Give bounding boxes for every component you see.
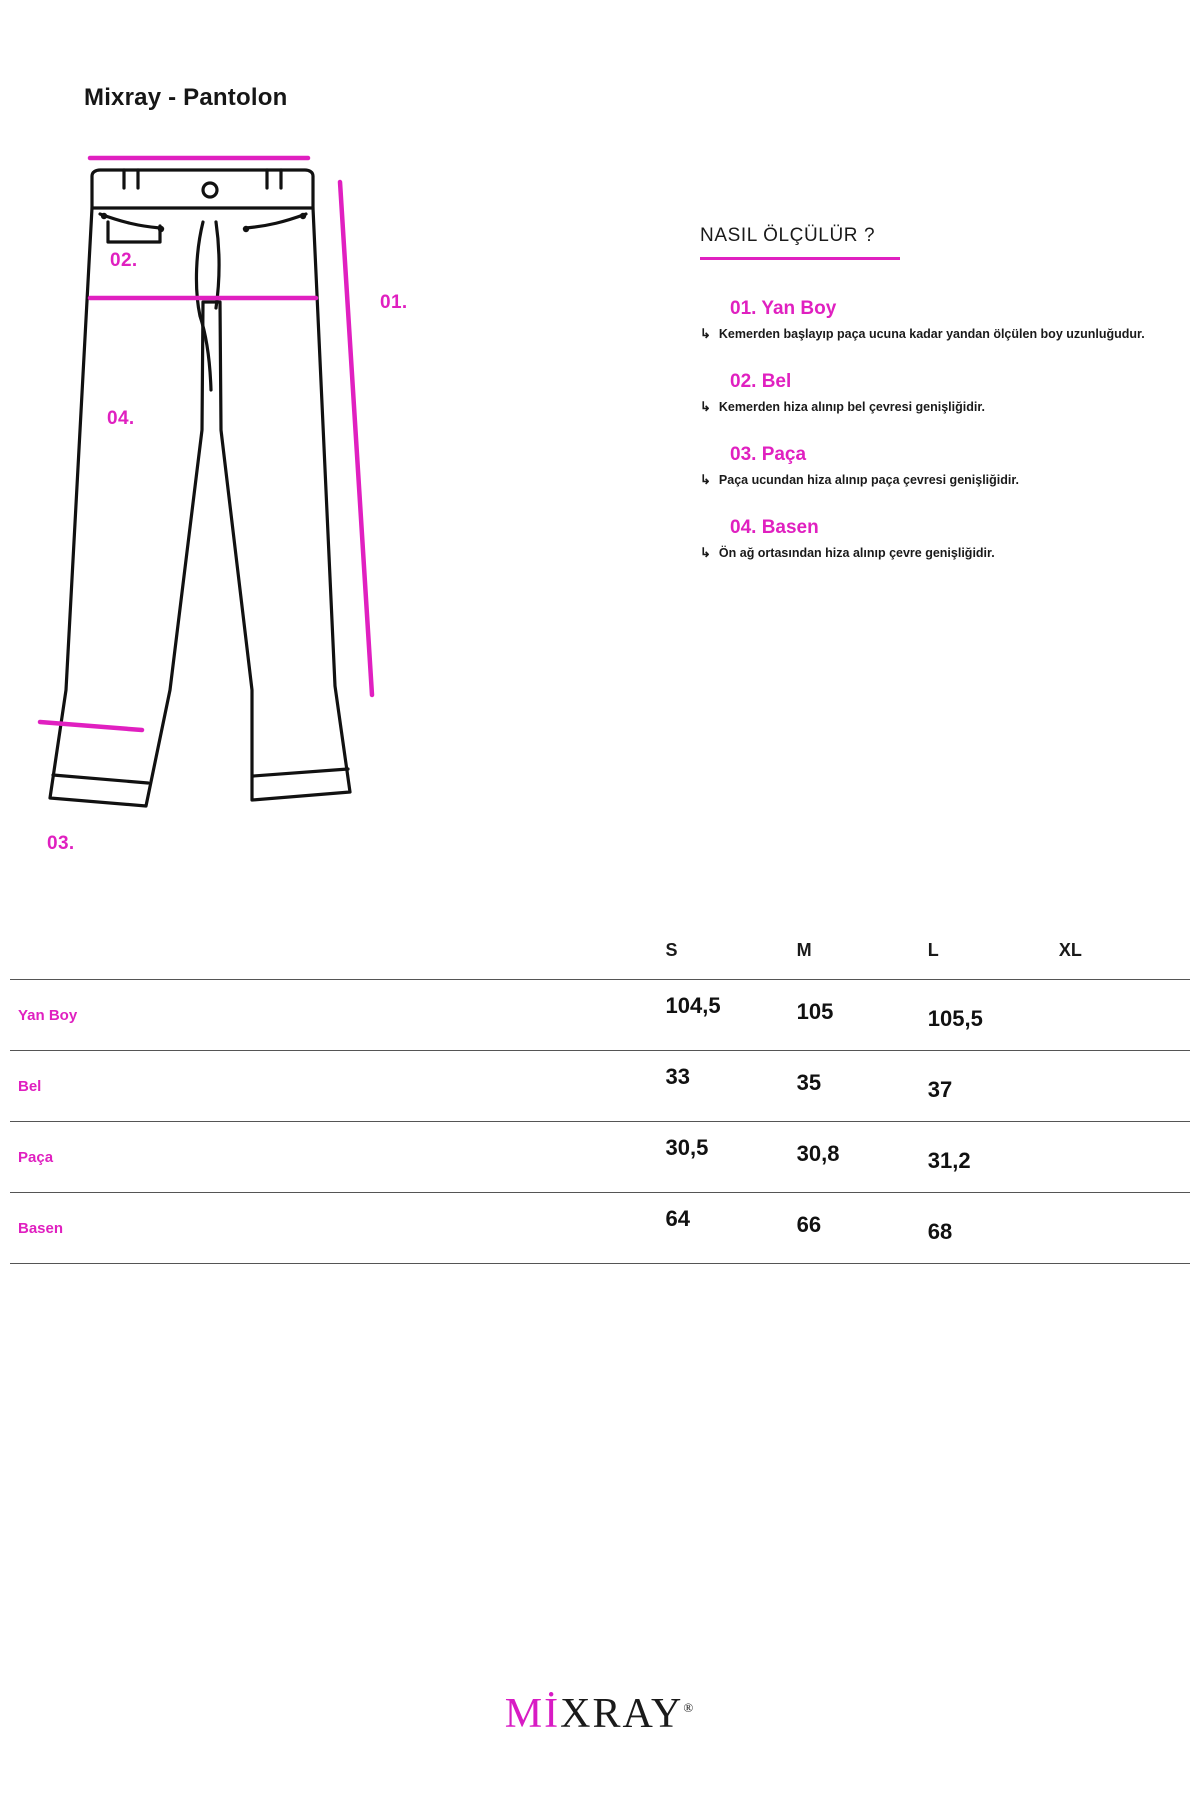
arrow-right-down-icon: ↳ (700, 471, 711, 487)
measure-item-paca (700, 444, 1170, 489)
table-header-l: L (927, 940, 939, 960)
cell-paca-m: 30,8 (796, 1141, 840, 1166)
brand-logo-registered-mark: ® (683, 1700, 696, 1715)
row-label-basen: Basen (18, 1219, 64, 1237)
arrow-right-down-icon: ↳ (700, 544, 711, 560)
cell-basen-s: 64 (665, 1206, 691, 1231)
trousers-diagram-svg (20, 130, 490, 870)
table-header-row (10, 940, 1190, 980)
table-header-s: S (665, 940, 678, 960)
row-label-bel: Bel (18, 1077, 42, 1095)
table-header-blank (10, 940, 666, 980)
measure-item-desc: Kemerden hiza alınıp bel çevresi genişliğidir. (718, 399, 985, 414)
cell-paca-xl (1059, 1132, 1190, 1203)
how-to-measure-title: NASIL ÖLÇÜLÜR ? (700, 225, 876, 246)
table-row (10, 980, 1190, 1051)
measure-item-title: 03. Paça (730, 443, 807, 465)
table-header-xl: XL (1058, 940, 1082, 960)
brand-logo-mi: Mİ (504, 1691, 561, 1737)
cell-paca-s: 30,5 (665, 1135, 709, 1160)
measure-item-yan-boy (700, 298, 1170, 343)
callout-02: 02. (110, 250, 138, 271)
cell-yan-boy-m: 105 (796, 999, 834, 1024)
trousers-measurement-illustration (20, 130, 490, 870)
size-table-wrap (10, 940, 1190, 1264)
arrow-right-down-icon: ↳ (700, 398, 711, 414)
measure-item-desc: Kemerden başlayıp paça ucuna kadar yandan ölçülen boy uzunluğudur. (718, 327, 1145, 341)
how-to-measure-underline (700, 257, 900, 260)
cell-paca-l: 31,2 (927, 1148, 971, 1173)
measure-item-title: 02. Bel (730, 370, 792, 392)
how-to-measure-panel (700, 225, 1170, 590)
arrow-right-down-icon: ↳ (700, 326, 711, 341)
brand-logo (0, 1690, 1200, 1738)
callout-04: 04. (107, 408, 135, 429)
cell-bel-l: 37 (927, 1077, 953, 1102)
table-row (10, 1122, 1190, 1193)
brand-logo-x: X (560, 1691, 593, 1737)
cell-basen-l: 68 (927, 1219, 953, 1244)
measure-item-desc: Paça ucundan hiza alınıp paça çevresi genişliğidir. (718, 472, 1020, 487)
measure-item-desc-row (700, 399, 1170, 416)
cell-yan-boy-xl (1059, 990, 1190, 1061)
size-table (10, 940, 1190, 1264)
table-row (10, 1193, 1190, 1264)
cell-bel-xl (1059, 1061, 1190, 1132)
size-table-body (10, 980, 1190, 1264)
measure-item-title: 01. Yan Boy (730, 298, 837, 319)
measure-item-title: 04. Basen (730, 516, 819, 538)
cell-basen-m: 66 (796, 1212, 822, 1237)
measure-item-desc-row (700, 545, 1170, 562)
table-row (10, 1051, 1190, 1122)
measure-item-desc-row (700, 472, 1170, 489)
page-title: Mixray - Pantolon (84, 84, 288, 111)
measure-item-bel (700, 371, 1170, 416)
callout-01: 01. (380, 292, 408, 313)
table-header-m: M (796, 940, 812, 960)
cell-basen-xl (1059, 1203, 1190, 1274)
cell-yan-boy-l: 105,5 (927, 1006, 983, 1031)
row-label-yan-boy: Yan Boy (18, 1006, 78, 1024)
size-table-head (10, 940, 1190, 980)
measure-item-basen (700, 517, 1170, 562)
cell-bel-m: 35 (796, 1070, 822, 1095)
cell-yan-boy-s: 104,5 (665, 993, 721, 1018)
cell-bel-s: 33 (665, 1064, 691, 1089)
how-to-measure-list (700, 298, 1170, 562)
measure-item-desc-row (700, 326, 1170, 343)
brand-logo-ray: RAY (592, 1691, 684, 1737)
row-label-paca: Paça (18, 1148, 54, 1166)
callout-03: 03. (47, 833, 75, 854)
measure-item-desc: Ön ağ ortasından hiza alınıp çevre genişliğidir. (718, 545, 995, 560)
